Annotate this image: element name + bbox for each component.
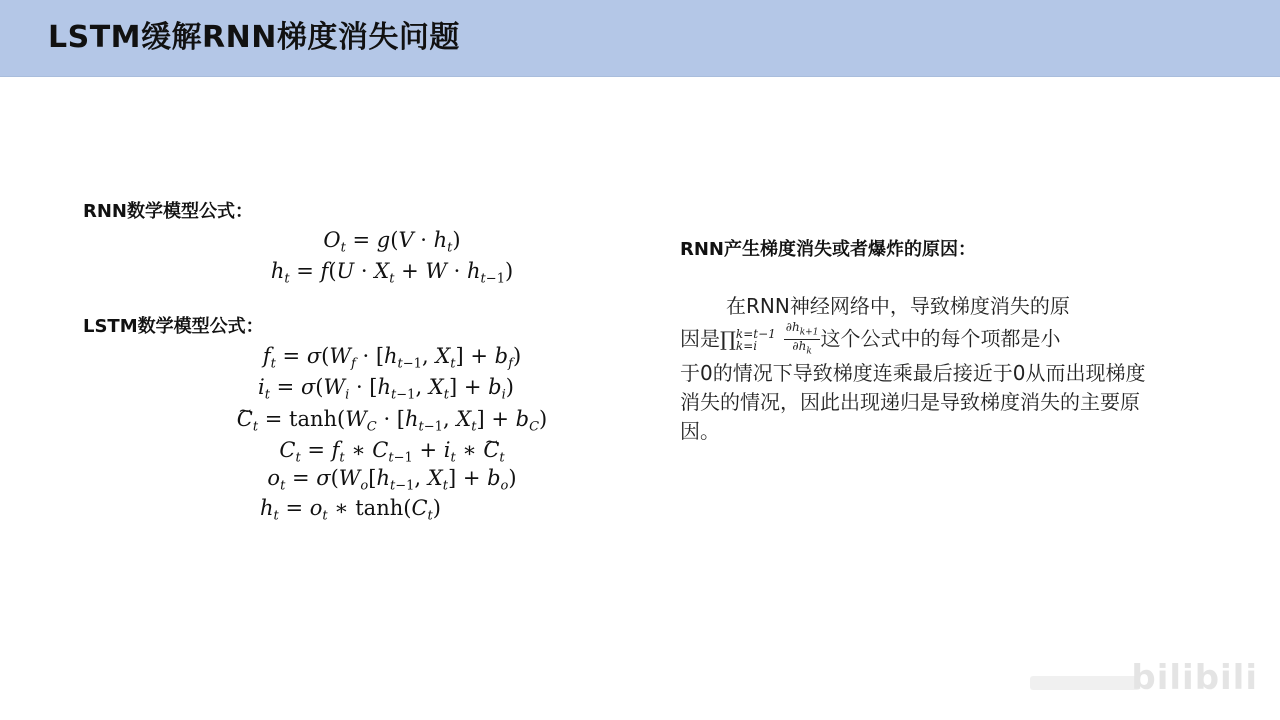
rnn-formula-output: $O_t = g(V \cdot h_t)$: [323, 228, 461, 256]
product-lower-limit: k=i: [735, 338, 758, 353]
explanation-line-2-prefix: 因是: [680, 326, 720, 351]
fraction-numerator: $\partial h_{k+1}$: [784, 321, 821, 340]
explanation-line-1: 在RNN神经网络中，导致梯度消失的原: [726, 294, 1070, 318]
lstm-formula-input-gate: $i_t = \sigma(W_i \cdot [h_{t-1}$, $X_t] + b_i$): [258, 375, 514, 403]
lstm-formula-candidate-cell: ~ $C_t = \tanh(W_C \cdot [h_{t-1}$, $X_t] + b_C$): [237, 405, 548, 433]
fraction-denominator: $\partial h_k$: [792, 339, 812, 357]
rnn-formula-heading: RNN数学模型公式：: [83, 201, 253, 222]
rnn-formula-hidden: $h_t = f(U \cdot X_t + W \cdot h_{t-1})$: [270, 259, 514, 287]
explanation-paragraph: [680, 292, 1160, 446]
lstm-formula-hidden-state: $h_t = o_t$ ∗ $\tanh(C_t)$: [260, 496, 441, 524]
partial-derivative-fraction: [784, 321, 821, 359]
title-bar: [0, 0, 1280, 77]
slide-title: LSTM缓解RNN梯度消失问题: [48, 20, 460, 55]
watermark-shadow: [1030, 676, 1140, 690]
explanation-rest: 于0的情况下导致梯度连乘最后接近于0从而出现梯度消失的情况，因此出现递归是导致梯度消失的主要原因。: [680, 360, 1146, 443]
lstm-formula-forget-gate: $f_t = \sigma(W_f \cdot [h_{t-1}$, $X_t] + b_f$): [262, 344, 522, 372]
lstm-formula-heading: LSTM数学模型公式：: [83, 316, 264, 337]
product-limits: [736, 328, 776, 352]
lstm-formula-output-gate: $o_t = \sigma(W_o[h_{t-1}$, $X_t] + b_o$): [267, 466, 517, 494]
bilibili-watermark-logo: bilibili: [1131, 658, 1258, 698]
explanation-line-2-suffix: 这个公式中的每个项都是小: [820, 326, 1061, 351]
product-upper-limit: k=t−1: [735, 326, 776, 341]
product-symbol: ∏: [720, 327, 736, 352]
lstm-formula-cell-state: $C_t = f_t$ ∗ $C_{t-1} + i_t$ ∗ ~ $C_t$: [279, 436, 504, 464]
explanation-heading: RNN产生梯度消失或者爆炸的原因：: [680, 239, 976, 260]
